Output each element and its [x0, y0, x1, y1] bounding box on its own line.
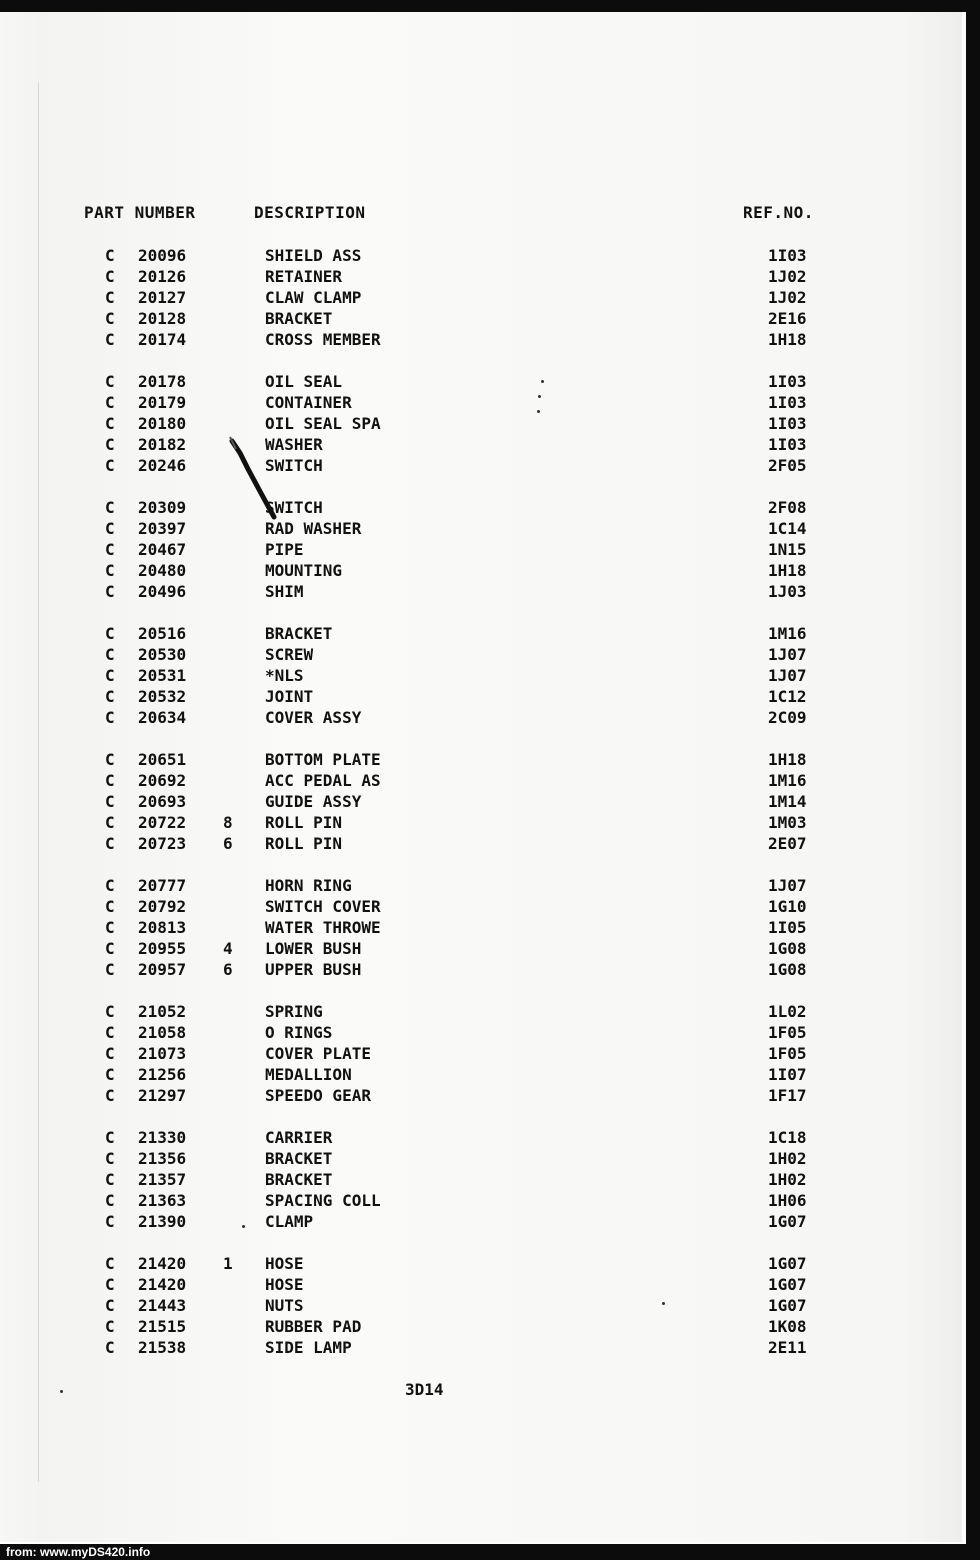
ref-no: 1G08: [768, 939, 807, 958]
description: LOWER BUSH: [265, 939, 362, 958]
row-class: C: [105, 1338, 115, 1357]
row-class: C: [105, 309, 115, 328]
ref-no: 1H02: [768, 1149, 807, 1168]
row-class: C: [105, 519, 115, 538]
part-number: 20174: [138, 330, 187, 349]
ref-no: 1I03: [768, 393, 807, 412]
ref-no: 2E11: [768, 1338, 807, 1357]
table-row: [0, 1001, 962, 1022]
table-row: [0, 413, 962, 434]
table-row: [0, 1295, 962, 1316]
table-row: [0, 665, 962, 686]
ref-no: 1I05: [768, 918, 807, 937]
table-row: [0, 266, 962, 287]
ref-no: 1J03: [768, 582, 807, 601]
row-class: C: [105, 624, 115, 643]
row-class: C: [105, 267, 115, 286]
table-row: [0, 1085, 962, 1106]
part-number: 20480: [138, 561, 187, 580]
table-row: [0, 287, 962, 308]
ref-no: 1M03: [768, 813, 807, 832]
part-number: 20309: [138, 498, 187, 517]
table-row: [0, 1148, 962, 1169]
part-number: 20182: [138, 435, 187, 454]
part-number: 21363: [138, 1191, 187, 1210]
ref-no: 1F05: [768, 1023, 807, 1042]
table-row: [0, 245, 962, 266]
table-row: [0, 1064, 962, 1085]
part-number: 20723: [138, 834, 187, 853]
ref-no: 1I07: [768, 1065, 807, 1084]
description: SWITCH: [265, 498, 323, 517]
quantity: 6: [223, 960, 233, 979]
part-number: 20516: [138, 624, 187, 643]
quantity: 4: [223, 939, 233, 958]
description: SIDE LAMP: [265, 1338, 352, 1357]
ref-no: 1G10: [768, 897, 807, 916]
ref-no: 1M16: [768, 624, 807, 643]
table-row: [0, 770, 962, 791]
ref-no: 1J07: [768, 876, 807, 895]
ref-no: 1K08: [768, 1317, 807, 1336]
quantity: 8: [223, 813, 233, 832]
ref-no: 2F05: [768, 456, 807, 475]
table-row: [0, 308, 962, 329]
part-number: 21058: [138, 1023, 187, 1042]
scan-right-border: [966, 0, 980, 1560]
part-number: 20178: [138, 372, 187, 391]
part-number: 20957: [138, 960, 187, 979]
part-number: 21052: [138, 1002, 187, 1021]
table-row: [0, 1316, 962, 1337]
ref-no: 1C12: [768, 687, 807, 706]
table-row: [0, 329, 962, 350]
row-class: C: [105, 645, 115, 664]
description: WASHER: [265, 435, 323, 454]
part-number: 21538: [138, 1338, 187, 1357]
part-number: 20496: [138, 582, 187, 601]
ref-no: 1F05: [768, 1044, 807, 1063]
description: CONTAINER: [265, 393, 352, 412]
source-url: from: www.myDS420.info: [2, 1544, 154, 1560]
part-number: 21515: [138, 1317, 187, 1336]
row-class: C: [105, 1296, 115, 1315]
row-class: C: [105, 1212, 115, 1231]
description: OIL SEAL SPA: [265, 414, 381, 433]
scan-top-border: [0, 0, 980, 12]
ref-no: 1G07: [768, 1212, 807, 1231]
description: UPPER BUSH: [265, 960, 362, 979]
row-class: C: [105, 813, 115, 832]
table-row: [0, 434, 962, 455]
description: ROLL PIN: [265, 834, 343, 853]
table-row: [0, 497, 962, 518]
description: MEDALLION: [265, 1065, 352, 1084]
table-row: [0, 1169, 962, 1190]
description: OIL SEAL: [265, 372, 343, 391]
header-ref-no: REF.NO.: [743, 203, 814, 222]
table-row: [0, 581, 962, 602]
row-class: C: [105, 960, 115, 979]
part-number: 21420: [138, 1254, 187, 1273]
scan-speck: [242, 1225, 245, 1228]
table-row: [0, 791, 962, 812]
description: BRACKET: [265, 309, 333, 328]
description: BRACKET: [265, 1149, 333, 1168]
ref-no: 1G07: [768, 1254, 807, 1273]
part-number: 20692: [138, 771, 187, 790]
part-number: 20180: [138, 414, 187, 433]
description: PIPE: [265, 540, 304, 559]
ref-no: 1G08: [768, 960, 807, 979]
row-class: C: [105, 1275, 115, 1294]
ref-no: 2F08: [768, 498, 807, 517]
description: RUBBER PAD: [265, 1317, 362, 1336]
table-row: [0, 518, 962, 539]
description: SPRING: [265, 1002, 323, 1021]
row-class: C: [105, 1317, 115, 1336]
part-number: 21256: [138, 1065, 187, 1084]
ref-no: 1F17: [768, 1086, 807, 1105]
part-number: 20397: [138, 519, 187, 538]
part-number: 20693: [138, 792, 187, 811]
table-row: [0, 1190, 962, 1211]
row-class: C: [105, 330, 115, 349]
part-number: 21356: [138, 1149, 187, 1168]
row-class: C: [105, 561, 115, 580]
description: HORN RING: [265, 876, 352, 895]
description: SPACING COLL: [265, 1191, 381, 1210]
header-part-number: PART NUMBER: [84, 203, 196, 222]
description: CROSS MEMBER: [265, 330, 381, 349]
description: BRACKET: [265, 624, 333, 643]
row-class: C: [105, 897, 115, 916]
ref-no: 1G07: [768, 1296, 807, 1315]
table-row: [0, 875, 962, 896]
row-class: C: [105, 414, 115, 433]
description: JOINT: [265, 687, 314, 706]
table-row: [0, 812, 962, 833]
description: BRACKET: [265, 1170, 333, 1189]
table-row: [0, 833, 962, 854]
row-class: C: [105, 666, 115, 685]
table-row: [0, 1274, 962, 1295]
part-number: 21357: [138, 1170, 187, 1189]
table-row: [0, 917, 962, 938]
ref-no: 1N15: [768, 540, 807, 559]
table-row: [0, 392, 962, 413]
row-class: C: [105, 1254, 115, 1273]
row-class: C: [105, 246, 115, 265]
description: SHIM: [265, 582, 304, 601]
part-number: 21390: [138, 1212, 187, 1231]
part-number: 20722: [138, 813, 187, 832]
scan-speck: [537, 410, 540, 413]
row-class: C: [105, 771, 115, 790]
description: BOTTOM PLATE: [265, 750, 381, 769]
part-number: 21420: [138, 1275, 187, 1294]
description: *NLS: [265, 666, 304, 685]
ref-no: 1J02: [768, 288, 807, 307]
ref-no: 1M14: [768, 792, 807, 811]
description: SCREW: [265, 645, 314, 664]
ref-no: 2C09: [768, 708, 807, 727]
part-number: 20955: [138, 939, 187, 958]
description: SHIELD ASS: [265, 246, 362, 265]
scan-speck: [662, 1302, 665, 1305]
row-class: C: [105, 435, 115, 454]
description: ROLL PIN: [265, 813, 343, 832]
table-row: [0, 1253, 962, 1274]
row-class: C: [105, 582, 115, 601]
part-number: 21330: [138, 1128, 187, 1147]
description: CLAMP: [265, 1212, 314, 1231]
table-row: [0, 959, 962, 980]
ref-no: 1J07: [768, 645, 807, 664]
page-number: 3D14: [405, 1380, 444, 1399]
description: MOUNTING: [265, 561, 343, 580]
part-number: 20127: [138, 288, 187, 307]
part-number: 20530: [138, 645, 187, 664]
part-number: 20126: [138, 267, 187, 286]
part-number: 20792: [138, 897, 187, 916]
ref-no: 1I03: [768, 435, 807, 454]
quantity: 6: [223, 834, 233, 853]
row-class: C: [105, 1044, 115, 1063]
description: SWITCH COVER: [265, 897, 381, 916]
ref-no: 1H06: [768, 1191, 807, 1210]
table-row: [0, 623, 962, 644]
part-number: 20813: [138, 918, 187, 937]
description: CARRIER: [265, 1128, 333, 1147]
quantity: 1: [223, 1254, 233, 1273]
ref-no: 1G07: [768, 1275, 807, 1294]
row-class: C: [105, 939, 115, 958]
row-class: C: [105, 1023, 115, 1042]
ref-no: 1M16: [768, 771, 807, 790]
part-number: 20246: [138, 456, 187, 475]
row-class: C: [105, 792, 115, 811]
row-class: C: [105, 498, 115, 517]
table-row: [0, 1211, 962, 1232]
part-number: 20634: [138, 708, 187, 727]
ref-no: 1C18: [768, 1128, 807, 1147]
table-row: [0, 938, 962, 959]
row-class: C: [105, 372, 115, 391]
table-row: [0, 539, 962, 560]
row-class: C: [105, 540, 115, 559]
description: GUIDE ASSY: [265, 792, 362, 811]
part-number: 20179: [138, 393, 187, 412]
part-number: 20777: [138, 876, 187, 895]
table-row: [0, 1337, 962, 1358]
row-class: C: [105, 1170, 115, 1189]
description: HOSE: [265, 1275, 304, 1294]
description: HOSE: [265, 1254, 304, 1273]
row-class: C: [105, 1128, 115, 1147]
description: COVER ASSY: [265, 708, 362, 727]
ref-no: 1H02: [768, 1170, 807, 1189]
scan-speck: [60, 1390, 63, 1393]
row-class: C: [105, 834, 115, 853]
description: SPEEDO GEAR: [265, 1086, 371, 1105]
table-row: [0, 1043, 962, 1064]
scan-speck: [538, 395, 541, 398]
table-row: [0, 644, 962, 665]
description: NUTS: [265, 1296, 304, 1315]
ref-no: 1I03: [768, 246, 807, 265]
pen-stroke-mark: [228, 435, 288, 525]
part-number: 21443: [138, 1296, 187, 1315]
ref-no: 2E16: [768, 309, 807, 328]
part-number: 20651: [138, 750, 187, 769]
table-row: [0, 455, 962, 476]
scan-speck: [541, 380, 544, 383]
description: O RINGS: [265, 1023, 333, 1042]
ref-no: 1L02: [768, 1002, 807, 1021]
row-class: C: [105, 1149, 115, 1168]
row-class: C: [105, 687, 115, 706]
table-row: [0, 896, 962, 917]
description: WATER THROWE: [265, 918, 381, 937]
part-number: 20467: [138, 540, 187, 559]
ref-no: 1I03: [768, 372, 807, 391]
description: RAD WASHER: [265, 519, 362, 538]
ref-no: 1H18: [768, 330, 807, 349]
part-number: 20531: [138, 666, 187, 685]
ref-no: 1H18: [768, 561, 807, 580]
ref-no: 1C14: [768, 519, 807, 538]
table-row: [0, 1022, 962, 1043]
row-class: C: [105, 708, 115, 727]
part-number: 20532: [138, 687, 187, 706]
table-row: [0, 707, 962, 728]
row-class: C: [105, 876, 115, 895]
row-class: C: [105, 1086, 115, 1105]
part-number: 20128: [138, 309, 187, 328]
part-number: 21297: [138, 1086, 187, 1105]
table-row: [0, 1127, 962, 1148]
row-class: C: [105, 1191, 115, 1210]
table-row: [0, 371, 962, 392]
table-row: [0, 686, 962, 707]
description: ACC PEDAL AS: [265, 771, 381, 790]
ref-no: 1I03: [768, 414, 807, 433]
row-class: C: [105, 456, 115, 475]
row-class: C: [105, 1002, 115, 1021]
ref-no: 1H18: [768, 750, 807, 769]
table-row: [0, 749, 962, 770]
row-class: C: [105, 1065, 115, 1084]
ref-no: 1J02: [768, 267, 807, 286]
table-row: [0, 560, 962, 581]
row-class: C: [105, 393, 115, 412]
row-class: C: [105, 288, 115, 307]
ref-no: 2E07: [768, 834, 807, 853]
part-number: 20096: [138, 246, 187, 265]
description: CLAW CLAMP: [265, 288, 362, 307]
description: RETAINER: [265, 267, 343, 286]
description: SWITCH: [265, 456, 323, 475]
row-class: C: [105, 750, 115, 769]
header-description: DESCRIPTION: [254, 203, 366, 222]
row-class: C: [105, 918, 115, 937]
description: COVER PLATE: [265, 1044, 371, 1063]
ref-no: 1J07: [768, 666, 807, 685]
part-number: 21073: [138, 1044, 187, 1063]
